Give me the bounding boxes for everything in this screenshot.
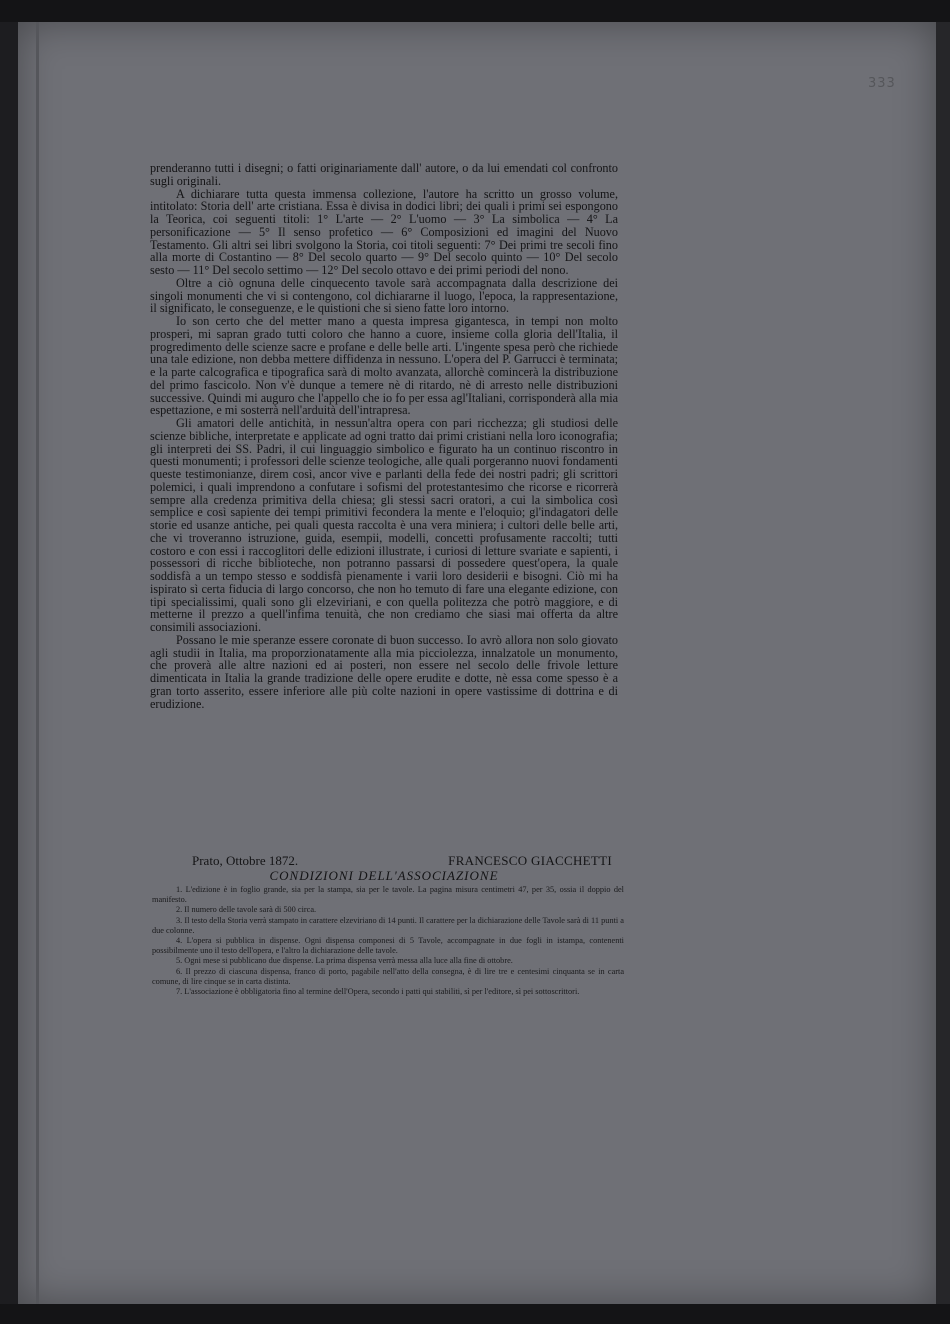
paragraph: A dichiarare tutta questa immensa collezione, l'autore ha scritto un grosso volume, intitolato: Storia dell' arte cristiana. Essa è divisa in dodici libri; dei quali i primi sei espongono la Teorica, coi seguenti titoli: 1° L'arte — 2° L'uomo — 3° La simbolica — 4° La personificazione — 5° Il senso profetico — 6° Composizioni ed imagini del Nuovo Testamento. Gli altri sei libri svolgono la Storia, coi titoli seguenti: 7° Dei primi tre secoli fino alla morte di Costantino — 8° Del secolo quarto — 9° Del secolo quinto — 10° Del secolo sesto — 11° Del secolo settimo — 12° Del secolo ottavo e dei primi periodi del nono. — [150, 186, 618, 277]
page-number: 333 — [868, 76, 896, 91]
condition-item: 4. L'opera si pubblica in dispense. Ogni dispensa componesi di 5 Tavole, accompagnate in due fogli in istampa, contenenti possibilmente uno il testo dell'opera, e l'altro la dichiarazione delle tavole. — [152, 936, 624, 956]
conditions-list — [152, 885, 624, 997]
paragraph: Gli amatori delle antichità, in nessun'altra opera con pari ricchezza; gli studiosi delle scienze bibliche, interpretate e applicate ad ogni tratto dai primi cristiani nella loro iconografia; gli interpreti dei SS. Padri, il cui linguaggio simbolico e figurato ha un continuo riscontro in questi monumenti; i professori delle scienze teologiche, alle quali porgeranno nuovi fondamenti queste testimonianze, direm così, ancor vive e parlanti della fede dei nostri padri; gli scrittori polemici, i quali imprendono a confutare i sofismi del protestantesimo che ricorse e ricorrerà sempre alla credenza primitiva della chiesa; gli stessi sacri oratori, a cui la simbolica così semplice e così sapiente dei tempi primitivi fecondera la mente e l'eloquio; gl'indagatori delle storie ed usanze antiche, pei quali questa raccolta è una vera miniera; i cultori delle belle arti, che vi troveranno istruzione, guida, esempii, modelli, concetti profusamente raccolti; tutti costoro e con essi i raccoglitori delle edizioni illustrate, i curiosi di letture svariate e sapienti, i possessori di ricche biblioteche, non potranno passarsi di possedere quest'opera, la quale soddisfà a un tempo stesso e soddisfà pienamente i varii loro desiderii e bisogni. Ciò mi ha ispirato sì certa fiducia di largo concorso, che non ho temuto di fare una elegante edizione, con tipi specialissimi, quali sono gli elzeviriani, e con quella politezza che potrò maggiore, e di metterne il prezzo a quell'infima tenuità, che non crediamo che siasi mai offerta da altre consimili associazioni. — [150, 416, 618, 634]
paragraph: Oltre a ciò ognuna delle cinquecento tavole sarà accompagnata dalla descrizione dei singoli monumenti che vi si contengono, col dichiararne il luogo, l'epoca, la rappresentazione, il significato, le conseguenze, e le quistioni che si sieno fatte loro intorno. — [150, 275, 618, 316]
scan-bottom-border — [0, 1304, 950, 1324]
condition-item: 5. Ogni mese si pubblicano due dispense. La prima dispensa verrà messa alla luce alla fine di ottobre. — [176, 956, 513, 966]
conditions-title: CONDIZIONI DELL'ASSOCIAZIONE — [269, 868, 499, 883]
condition-item: 7. L'associazione è obbligatoria fino al termine dell'Opera, secondo i patti qui stabiliti, sì per l'editore, sì pei sottoscrittori. — [176, 987, 580, 997]
place-date: Prato, Ottobre 1872. — [192, 853, 299, 868]
condition-item: 1. L'edizione è in foglio grande, sia per la stampa, sia per le tavole. La pagina misura centimetri 47, per 35, ossia il doppio del manifesto. — [152, 885, 624, 905]
page-fold-edge — [36, 22, 39, 1304]
paragraph: Possano le mie speranze essere coronate di buon successo. Io avrò allora non solo giovato agli studii in Italia, ma proporzionatamente alla mia picciolezza, innalzatole un monumento, che proverà alle altre nazioni ed ai posteri, non essere nel secolo delle frivole letture dimenticata in Italia la grande tradizione delle opere erudite e dotte, nè essa come spesso è a gran torto asserito, essere inferiore alle più colte nazioni in opere vastissime di dottrina e di erudizione. — [150, 632, 618, 711]
author-name: FRANCESCO GIACCHETTI — [448, 853, 612, 868]
main-text — [150, 162, 618, 710]
signature-line — [192, 853, 612, 869]
condition-item: 2. Il numero delle tavole sarà di 500 circa. — [176, 905, 317, 915]
paragraph: prenderanno tutti i disegni; o fatti originariamente dall' autore, o da lui emendati col confronto sugli originali. — [150, 161, 618, 188]
scan-right-border — [936, 22, 950, 1304]
condition-item: 6. Il prezzo di ciascuna dispensa, franco di porto, pagabile nell'atto della consegna, è di lire tre e centesimi cinquanta se in carta comune, di lire cinque se in carta distinta. — [152, 966, 624, 986]
condition-item: 3. Il testo della Storia verrà stampato in carattere elzeviriano di 14 punti. Il carattere per la dichiarazione delle Tavole sarà di 11 punti a due colonne. — [152, 915, 624, 935]
paragraph: Io son certo che del metter mano a questa impresa gigantesca, in tempi non molto prosperi, mi sapran grado tutti coloro che hanno a cuore, insieme colla gloria dell'Italia, il progredimento delle scienze sacre e profane e delle belle arti. L'ingente spesa però che richiede una tale edizione, non debba mettere diffidenza in nessuno. L'opera del P. Garrucci è terminata; e la parte calcografica e tipografica sarà di molto avanzata, allorchè comincerà la distribuzione del primo fascicolo. Non v'è dunque a temere nè di ritardo, nè di arresto nelle distribuzioni successive. Quindi mi auguro che l'appello che io fo per essa agl'Italiani, corrisponderà alla mia espettazione, e mi sosterrà nell'arduità dell'intrapresa. — [150, 314, 618, 418]
scan-left-border — [0, 22, 18, 1304]
